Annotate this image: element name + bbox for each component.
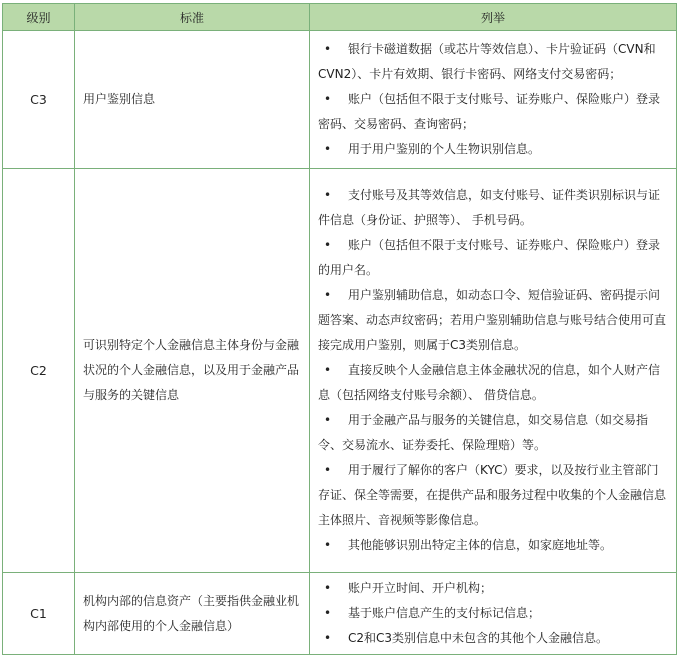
level-cell: C3 bbox=[3, 31, 75, 169]
classification-table bbox=[2, 3, 677, 655]
bullet-icon: • bbox=[324, 363, 332, 377]
bullet-icon: • bbox=[324, 538, 332, 552]
table-row-c2 bbox=[3, 169, 677, 573]
list-item bbox=[318, 601, 668, 626]
bullet-icon: • bbox=[324, 238, 332, 252]
standard-cell: 可识别特定个人金融信息主体身份与金融状况的个人金融信息，以及用于金融产品与服务的关键信息 bbox=[75, 169, 310, 573]
table-row-c1 bbox=[3, 573, 677, 655]
level-cell: C2 bbox=[3, 169, 75, 573]
header-level: 级别 bbox=[3, 4, 75, 31]
list-item bbox=[318, 576, 668, 601]
list-item bbox=[318, 626, 668, 651]
table-row-c3 bbox=[3, 31, 677, 169]
list-item-text: 账户（包括但不限于支付账号、证券账户、保险账户）登录的用户名。 bbox=[318, 238, 661, 277]
list-item-text: 用于金融产品与服务的关键信息，如交易信息（如交易指令、交易流水、证券委托、保险理赔）等。 bbox=[318, 413, 649, 452]
list-item bbox=[318, 87, 668, 137]
header-standard: 标准 bbox=[75, 4, 310, 31]
list-item bbox=[318, 283, 668, 358]
bullet-icon: • bbox=[324, 288, 332, 302]
header-examples: 列举 bbox=[310, 4, 677, 31]
bullet-icon: • bbox=[324, 631, 332, 645]
examples-cell bbox=[310, 169, 677, 573]
list-item bbox=[318, 458, 668, 533]
header-row bbox=[3, 4, 677, 31]
list-item-text: 用于用户鉴别的个人生物识别信息。 bbox=[348, 142, 541, 156]
list-item-text: 直接反映个人金融信息主体金融状况的信息，如个人财产信息（包括网络支付账号余额）、 借贷信息。 bbox=[318, 363, 661, 402]
list-item bbox=[318, 408, 668, 458]
list-item-text: 账户开立时间、开户机构； bbox=[348, 581, 493, 595]
bullet-icon: • bbox=[324, 606, 332, 620]
bullet-icon: • bbox=[324, 188, 332, 202]
standard-cell: 用户鉴别信息 bbox=[75, 31, 310, 169]
list-item-text: C2和C3类别信息中未包含的其他个人金融信息。 bbox=[348, 631, 609, 645]
list-item-text: 用于履行了解你的客户（KYC）要求，以及按行业主管部门存证、保全等需要，在提供产品和服务过程中收集的个人金融信息主体照片、音视频等影像信息。 bbox=[318, 463, 667, 527]
list-item bbox=[318, 358, 668, 408]
list-item bbox=[318, 233, 668, 283]
list-item bbox=[318, 37, 668, 87]
list-item bbox=[318, 533, 668, 558]
standard-cell: 机构内部的信息资产（主要指供金融业机构内部使用的个人金融信息） bbox=[75, 573, 310, 655]
list-item-text: 基于账户信息产生的支付标记信息； bbox=[348, 606, 541, 620]
list-item-text: 用户鉴别辅助信息，如动态口令、短信验证码、密码提示问题答案、动态声纹密码；若用户鉴别辅助信息与账号结合使用可直接完成用户鉴别，则属于C3类别信息。 bbox=[318, 288, 667, 352]
list-item-text: 其他能够识别出特定主体的信息，如家庭地址等。 bbox=[348, 538, 613, 552]
examples-cell bbox=[310, 573, 677, 655]
bullet-icon: • bbox=[324, 92, 332, 106]
bullet-icon: • bbox=[324, 42, 332, 56]
examples-cell bbox=[310, 31, 677, 169]
bullet-icon: • bbox=[324, 581, 332, 595]
list-item-text: 支付账号及其等效信息，如支付账号、证件类识别标识与证件信息（身份证、护照等）、 手机号码。 bbox=[318, 188, 661, 227]
bullet-icon: • bbox=[324, 413, 332, 427]
list-item bbox=[318, 183, 668, 233]
level-cell: C1 bbox=[3, 573, 75, 655]
list-item-text: 银行卡磁道数据（或芯片等效信息）、卡片验证码（CVN和CVN2）、卡片有效期、银行卡密码、网络支付交易密码； bbox=[318, 42, 656, 81]
list-item-text: 账户（包括但不限于支付账号、证券账户、保险账户）登录密码、交易密码、查询密码； bbox=[318, 92, 661, 131]
list-item bbox=[318, 137, 668, 162]
bullet-icon: • bbox=[324, 463, 332, 477]
bullet-icon: • bbox=[324, 142, 332, 156]
